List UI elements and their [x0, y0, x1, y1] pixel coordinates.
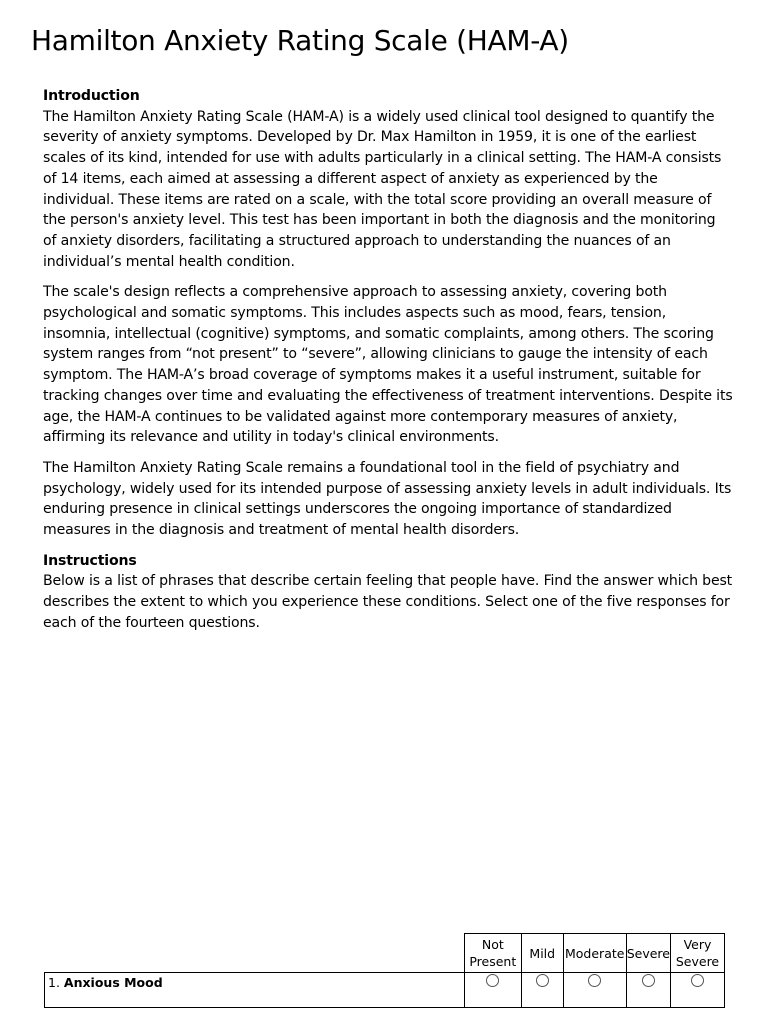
introduction-paragraph-1: The Hamilton Anxiety Rating Scale (HAM-A) is a widely used clinical tool designed to quantify the severity of anxiety symptoms. Developed by Dr. Max Hamilton in 1959, it is one of the earliest scales of its kind, intended for use with adults particularly in a clinical setting. The HAM-A consists of 14 items, each aimed at assessing a different aspect of anxiety as experienced by the individual. These items are rated on a scale, with the total score providing an overall measure of the person's anxiety level. This test has been important in both the diagnosis and the monitoring of anxiety disorders, facilitating a structured approach to understanding the nuances of an individual’s mental health condition. — [43, 108, 722, 270]
instructions-text: Below is a list of phrases that describe certain feeling that people have. Find the answer which best describes the extent to which you experience these conditions. Select one of the five responses for each of the fourteen questions. — [43, 573, 733, 631]
column-header-line: Not — [481, 937, 504, 952]
radio-cell-moderate — [563, 973, 626, 1008]
radio-mild[interactable] — [536, 974, 549, 987]
radio-cell-very-severe — [671, 973, 725, 1008]
column-header-line: Severe — [675, 954, 720, 969]
column-header-line: Very — [683, 937, 712, 952]
item-name: Anxious Mood — [63, 975, 163, 990]
radio-not-present[interactable] — [486, 974, 499, 987]
column-header-moderate — [563, 934, 626, 973]
radio-severe[interactable] — [642, 974, 655, 987]
rating-table — [44, 933, 725, 1008]
radio-cell-severe — [626, 973, 670, 1008]
column-header-severe — [626, 934, 670, 973]
column-header-line: Moderate — [565, 945, 625, 961]
column-header-not-present — [464, 934, 521, 973]
column-header-very-severe — [671, 934, 725, 973]
introduction-heading: Introduction — [43, 88, 140, 104]
rating-header-row — [45, 934, 725, 973]
column-header-mild — [521, 934, 563, 973]
rating-header-blank — [45, 934, 465, 973]
item-number: 1. — [48, 975, 60, 990]
page-title: Hamilton Anxiety Rating Scale (HAM-A) — [31, 24, 569, 57]
column-header-line: Mild — [529, 945, 556, 961]
radio-cell-mild — [521, 973, 563, 1008]
column-header-line: Severe — [626, 945, 670, 961]
column-header-line: Present — [469, 954, 517, 969]
introduction-paragraph-3: The Hamilton Anxiety Rating Scale remains a foundational tool in the field of psychiatry and psychology, widely used for its intended purpose of assessing anxiety levels in adult individuals. Its enduring presence in clinical settings underscores the ongoing importance of standardized measures in the diagnosis and treatment of mental health disorders. — [43, 459, 732, 539]
document-body — [43, 86, 733, 644]
introduction-paragraph-2: The scale's design reflects a comprehensive approach to assessing anxiety, covering both psychological and somatic symptoms. This includes aspects such as mood, fears, tension, insomnia, intellectual (cognitive) symptoms, and somatic complaints, among others. The scoring system ranges from “not present” to “severe”, allowing clinicians to gauge the intensity of each symptom. The HAM-A’s broad coverage of symptoms makes it a useful instrument, suitable for tracking changes over time and evaluating the effectiveness of treatment interventions. Despite its age, the HAM-A continues to be validated against more contemporary measures of anxiety, affirming its relevance and utility in today's clinical environments. — [43, 284, 733, 446]
instructions-heading: Instructions — [43, 552, 137, 569]
item-label — [45, 973, 465, 1008]
radio-very-severe[interactable] — [691, 974, 704, 987]
radio-cell-not-present — [464, 973, 521, 1008]
table-row — [45, 973, 725, 1008]
radio-moderate[interactable] — [588, 974, 601, 987]
